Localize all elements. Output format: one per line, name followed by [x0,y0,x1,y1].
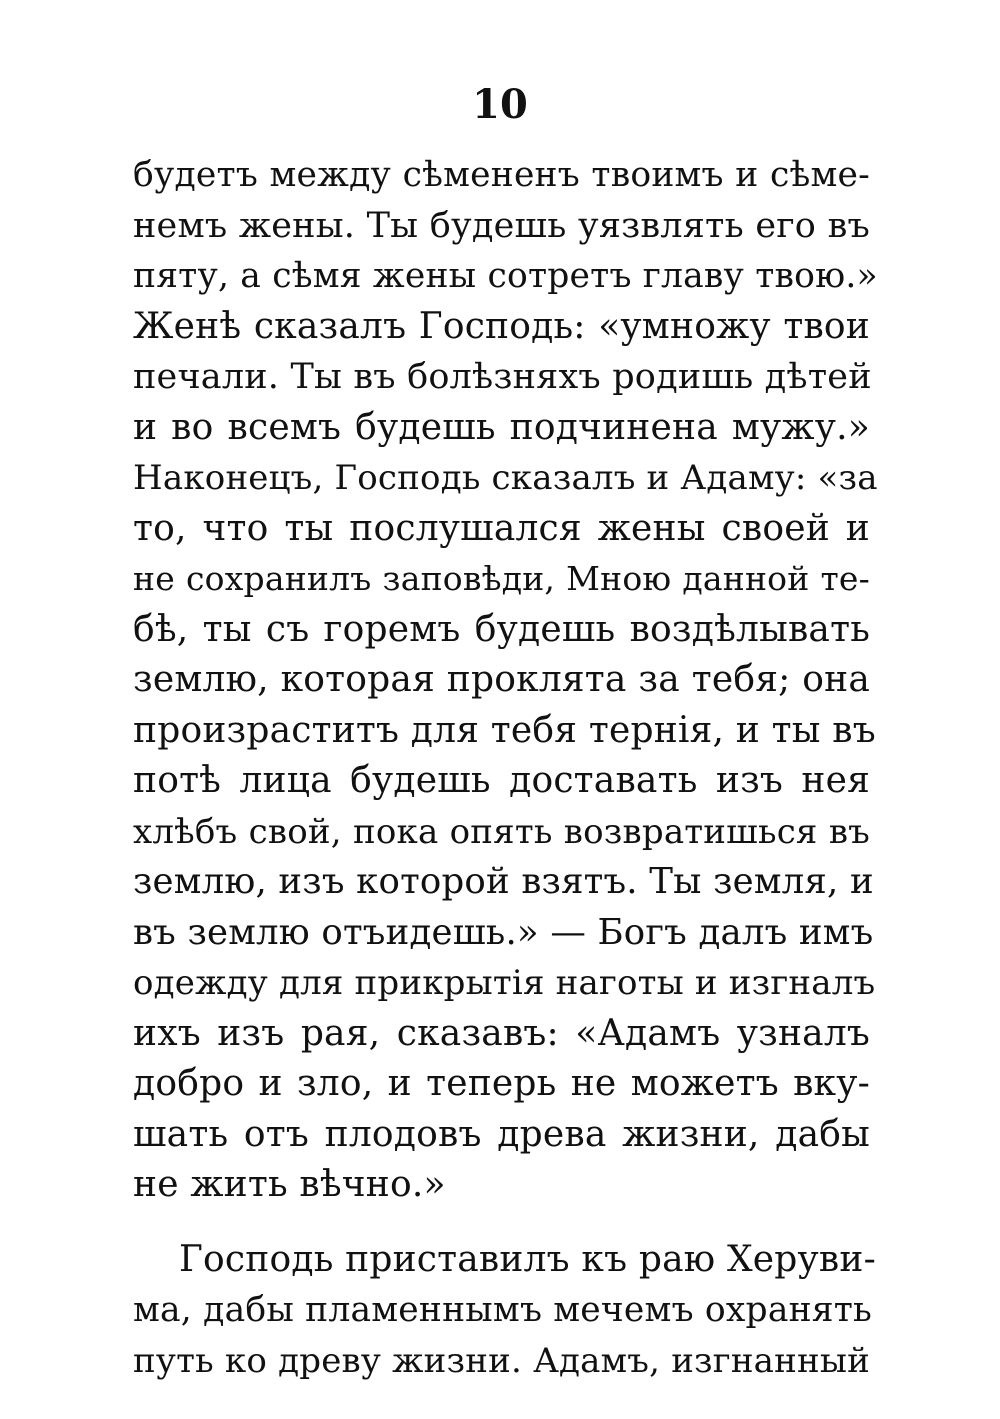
text-line: то, что ты послушался жены своей и [133,507,870,549]
text-line: шать отъ плодовъ древа жизни, дабы [133,1113,870,1155]
text-line: путь ко древу жизни. Адамъ, изгнанный [133,1340,870,1381]
text-line: немъ жены. Ты будешь уязвлять его въ [133,205,870,246]
text-line: будетъ между сѣмененъ твоимъ и сѣме- [133,155,870,195]
paragraph-2 [133,1235,876,1387]
body-text [133,150,878,1386]
text-line: Господь приставилъ къ раю Херуви- [179,1238,876,1280]
text-line: Женѣ сказалъ Господь: «умножу твои [133,305,870,347]
text-line: ихъ изъ рая, сказавъ: «Адамъ узналъ [133,1012,870,1054]
paragraph-gap [133,1211,870,1235]
text-line: одежду для прикрытія наготы и изгналъ [133,963,876,1003]
text-line: хлѣбъ свой, пока опять возвратишься въ [133,811,870,852]
text-line: въ землю отъидешь.» — Богъ далъ имъ [133,911,874,953]
text-line: добро и зло, и теперь не можетъ вку- [133,1063,870,1104]
page-number: 10 [472,81,528,128]
text-line: произраститъ для тебя тернія, и ты въ [133,709,876,751]
text-line: землю, которая проклята за тебя; она [133,659,870,700]
text-line: пяту, а сѣмя жены сотретъ главу твою.» [133,256,878,296]
text-line: потѣ лица будешь доставать изъ нея [133,760,870,801]
text-line: землю, изъ которой взятъ. Ты земля, и [133,861,874,902]
text-line: печали. Ты въ болѣзняхъ родишь дѣтей [133,357,872,397]
text-line: бѣ, ты съ горемъ будешь воздѣлывать [133,608,870,650]
text-line: Наконецъ, Господь сказалъ и Адаму: «за [133,458,878,498]
text-line: не сохранилъ заповѣди, Мною данной те- [133,559,870,598]
text-line: не жить вѣчно.» [133,1164,446,1205]
paragraph-1 [133,150,878,1211]
text-line: и во всемъ будешь подчинена мужу.» [133,406,870,448]
text-line: ма, дабы пламеннымъ мечемъ охранять [133,1290,873,1330]
